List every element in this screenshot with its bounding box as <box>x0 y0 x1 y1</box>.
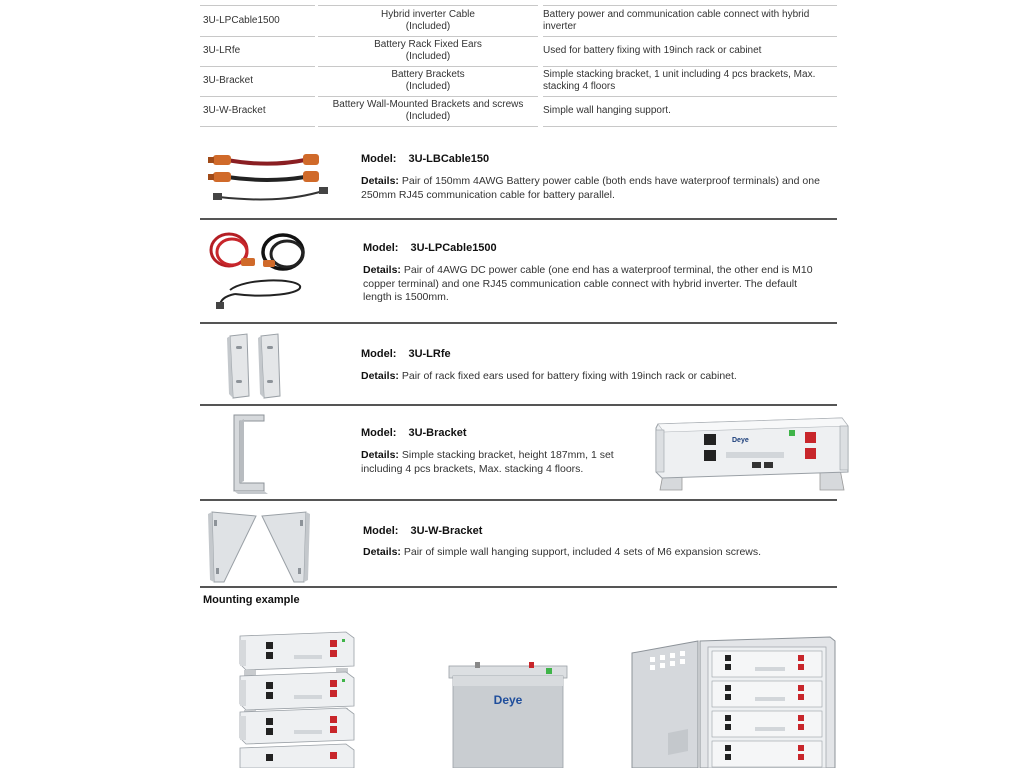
table-row <box>200 6 837 36</box>
product-model <box>361 153 489 165</box>
wall-bracket-icon <box>206 508 312 589</box>
model-value: 3U-Bracket <box>408 427 467 439</box>
table-cell-description: Simple wall hanging support. <box>543 105 671 116</box>
section-divider <box>200 322 837 324</box>
product-model <box>361 348 451 360</box>
section-divider <box>200 218 837 220</box>
table-cell-component: Battery Wall-Mounted Brackets and screws (Included) <box>332 99 524 122</box>
table-rule <box>543 126 837 127</box>
model-label: Model: <box>363 525 399 537</box>
table-cell-model: 3U-LRfe <box>203 45 241 56</box>
model-label: Model: <box>361 153 397 165</box>
product-details <box>361 370 831 384</box>
model-value: 3U-LRfe <box>408 348 451 360</box>
section-divider <box>200 499 837 501</box>
model-label: Model: <box>361 348 397 360</box>
battery-on-bracket-image <box>652 414 852 499</box>
details-text: Simple stacking bracket, height 187mm, 1 set including 4 pcs brackets, Max. stacking 4 floors. <box>361 449 614 475</box>
table-row <box>200 36 837 66</box>
details-text: Pair of simple wall hanging support, included 4 sets of M6 expansion screws. <box>403 546 762 558</box>
battery-cable-icon <box>205 145 335 215</box>
model-label: Model: <box>361 427 397 439</box>
product-model <box>361 427 467 439</box>
details-label: Details: <box>361 449 399 461</box>
table-rule <box>200 126 315 127</box>
wall-battery-logo: Deye <box>493 693 523 707</box>
table-cell-component: Battery Rack Fixed Ears (Included) <box>374 39 482 62</box>
product-details <box>363 546 833 560</box>
product-details <box>363 264 828 305</box>
product-model <box>363 242 497 254</box>
table-rule <box>318 126 538 127</box>
product-model <box>363 525 482 537</box>
stacking-bracket-icon <box>228 413 273 500</box>
table-cell-description: Battery power and communication cable connect with hybrid inverter <box>543 9 810 32</box>
details-text: Pair of 150mm 4AWG Battery power cable (both ends have waterproof terminals) and one 250mm RJ45 communication cable for battery parallel. <box>361 175 820 201</box>
model-value: 3U-W-Bracket <box>410 525 483 537</box>
details-label: Details: <box>361 175 399 187</box>
details-label: Details: <box>363 546 401 558</box>
section-divider <box>200 404 837 406</box>
table-cell-component: Battery Brackets (Included) <box>391 69 465 92</box>
details-text: Pair of 4AWG DC power cable (one end has a waterproof terminal, the other end is M10 copper terminal) and one RJ45 communication cable connect with hybrid inverter. The default length is 1500mm. <box>363 264 813 303</box>
table-cell-model: 3U-Bracket <box>203 75 254 86</box>
wall-mounted-battery-image <box>447 660 569 773</box>
section-divider <box>200 586 837 588</box>
rack-ears-icon <box>225 332 285 405</box>
model-value: 3U-LPCable1500 <box>410 242 497 254</box>
details-label: Details: <box>363 264 401 276</box>
mounting-title: Mounting example <box>203 594 300 606</box>
product-details <box>361 175 831 202</box>
stacked-batteries-image <box>236 630 358 773</box>
table-row <box>200 96 837 126</box>
table-cell-component: Hybrid inverter Cable (Included) <box>381 9 475 32</box>
product-details <box>361 449 646 476</box>
model-label: Model: <box>363 242 399 254</box>
table-cell-model: 3U-LPCable1500 <box>203 15 280 26</box>
cabinet-batteries-image <box>630 633 838 773</box>
inverter-cable-icon <box>205 228 315 315</box>
table-row <box>200 66 837 96</box>
details-text: Pair of rack fixed ears used for battery fixing with 19inch rack or cabinet. <box>401 370 737 382</box>
table-cell-description: Used for battery fixing with 19inch rack or cabinet <box>543 45 762 56</box>
table-cell-model: 3U-W-Bracket <box>203 105 266 116</box>
table-cell-description: Simple stacking bracket, 1 unit including 4 pcs brackets, Max. stacking 4 floors <box>543 69 816 92</box>
details-label: Details: <box>361 370 399 382</box>
model-value: 3U-LBCable150 <box>408 153 490 165</box>
battery-label: Deye <box>732 437 749 444</box>
